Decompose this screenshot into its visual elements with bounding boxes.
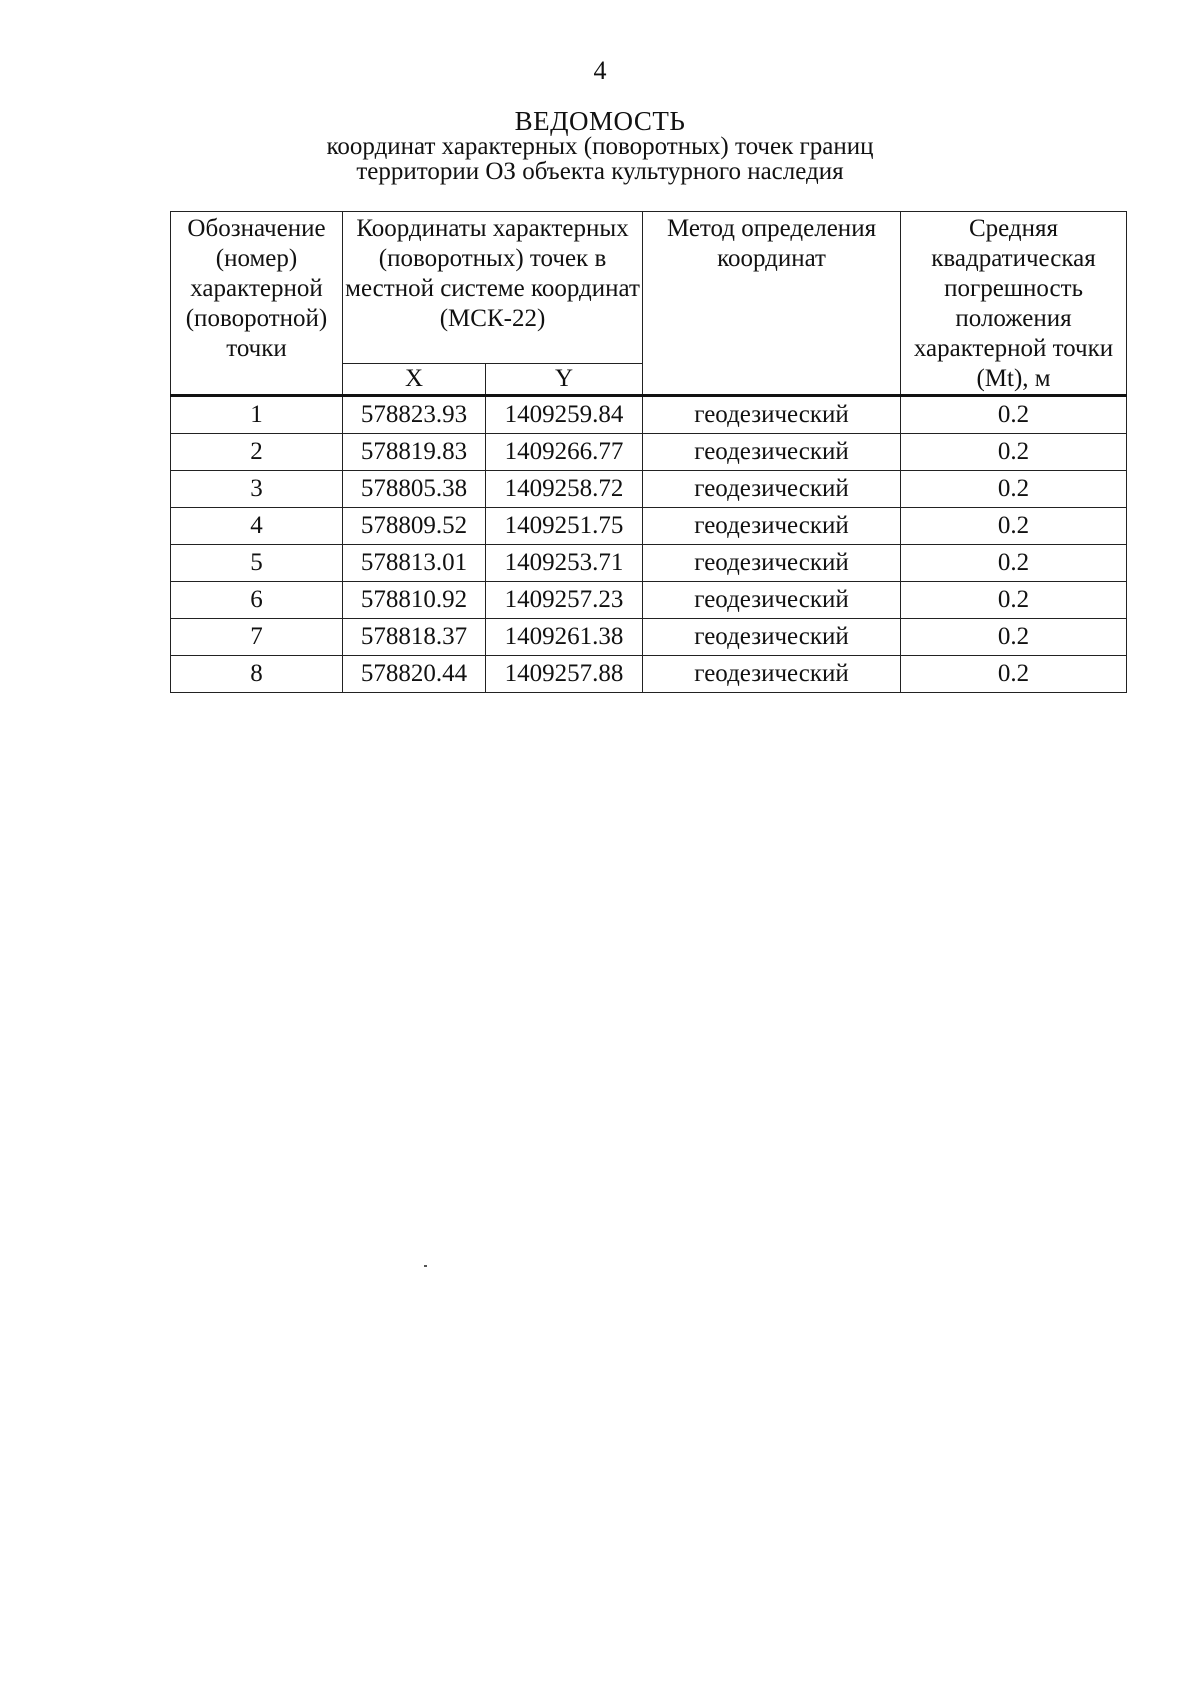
header-x: X: [343, 364, 486, 396]
cell-mean-error: 0.2: [901, 619, 1127, 656]
table-row: [171, 396, 1127, 434]
cell-method: геодезический: [643, 656, 901, 693]
title-block: [0, 108, 1200, 184]
cell-mean-error: 0.2: [901, 396, 1127, 434]
document-subtitle-line-2: территории ОЗ объекта культурного наследия: [356, 158, 844, 185]
table-row: [171, 619, 1127, 656]
header-coordinates: Координаты характерных (поворотных) точек в местной системе координат (МСК-22): [343, 212, 643, 364]
cell-point-number: 3: [171, 471, 343, 508]
cell-point-number: 8: [171, 656, 343, 693]
table-row: [171, 508, 1127, 545]
cell-x-coordinate: 578813.01: [343, 545, 486, 582]
cell-x-coordinate: 578820.44: [343, 656, 486, 693]
header-point-designation: Обозначение (номер) характерной (поворотной) точки: [171, 212, 343, 396]
cell-x-coordinate: 578805.38: [343, 471, 486, 508]
scan-speck: [424, 1265, 427, 1267]
cell-point-number: 1: [171, 396, 343, 434]
cell-y-coordinate: 1409257.23: [486, 582, 643, 619]
cell-mean-error: 0.2: [901, 471, 1127, 508]
table-row: [171, 582, 1127, 619]
table-row: [171, 545, 1127, 582]
header-mean-error: Средняя квадратическая погрешность положения характерной точки (Mt), м: [901, 212, 1127, 396]
cell-x-coordinate: 578809.52: [343, 508, 486, 545]
cell-y-coordinate: 1409257.88: [486, 656, 643, 693]
cell-x-coordinate: 578810.92: [343, 582, 486, 619]
cell-y-coordinate: 1409261.38: [486, 619, 643, 656]
header-y: Y: [486, 364, 643, 396]
document-subtitle-line-1: координат характерных (поворотных) точек границ: [326, 133, 874, 160]
cell-method: геодезический: [643, 582, 901, 619]
table-row: [171, 434, 1127, 471]
table-body: [171, 396, 1127, 693]
table-row: [171, 471, 1127, 508]
cell-mean-error: 0.2: [901, 656, 1127, 693]
header-method: Метод определения координат: [643, 212, 901, 396]
document-title: ВЕДОМОСТЬ: [514, 106, 686, 136]
cell-method: геодезический: [643, 396, 901, 434]
cell-mean-error: 0.2: [901, 434, 1127, 471]
cell-y-coordinate: 1409259.84: [486, 396, 643, 434]
cell-x-coordinate: 578823.93: [343, 396, 486, 434]
coordinates-table: [170, 211, 1127, 693]
cell-method: геодезический: [643, 434, 901, 471]
cell-y-coordinate: 1409251.75: [486, 508, 643, 545]
cell-y-coordinate: 1409253.71: [486, 545, 643, 582]
cell-mean-error: 0.2: [901, 545, 1127, 582]
cell-point-number: 5: [171, 545, 343, 582]
page-number: 4: [593, 56, 607, 85]
cell-point-number: 4: [171, 508, 343, 545]
cell-method: геодезический: [643, 508, 901, 545]
cell-y-coordinate: 1409258.72: [486, 471, 643, 508]
cell-mean-error: 0.2: [901, 582, 1127, 619]
cell-y-coordinate: 1409266.77: [486, 434, 643, 471]
cell-x-coordinate: 578819.83: [343, 434, 486, 471]
cell-point-number: 6: [171, 582, 343, 619]
cell-method: геодезический: [643, 471, 901, 508]
cell-method: геодезический: [643, 545, 901, 582]
cell-mean-error: 0.2: [901, 508, 1127, 545]
cell-point-number: 7: [171, 619, 343, 656]
cell-x-coordinate: 578818.37: [343, 619, 486, 656]
cell-point-number: 2: [171, 434, 343, 471]
table-row: [171, 656, 1127, 693]
cell-method: геодезический: [643, 619, 901, 656]
